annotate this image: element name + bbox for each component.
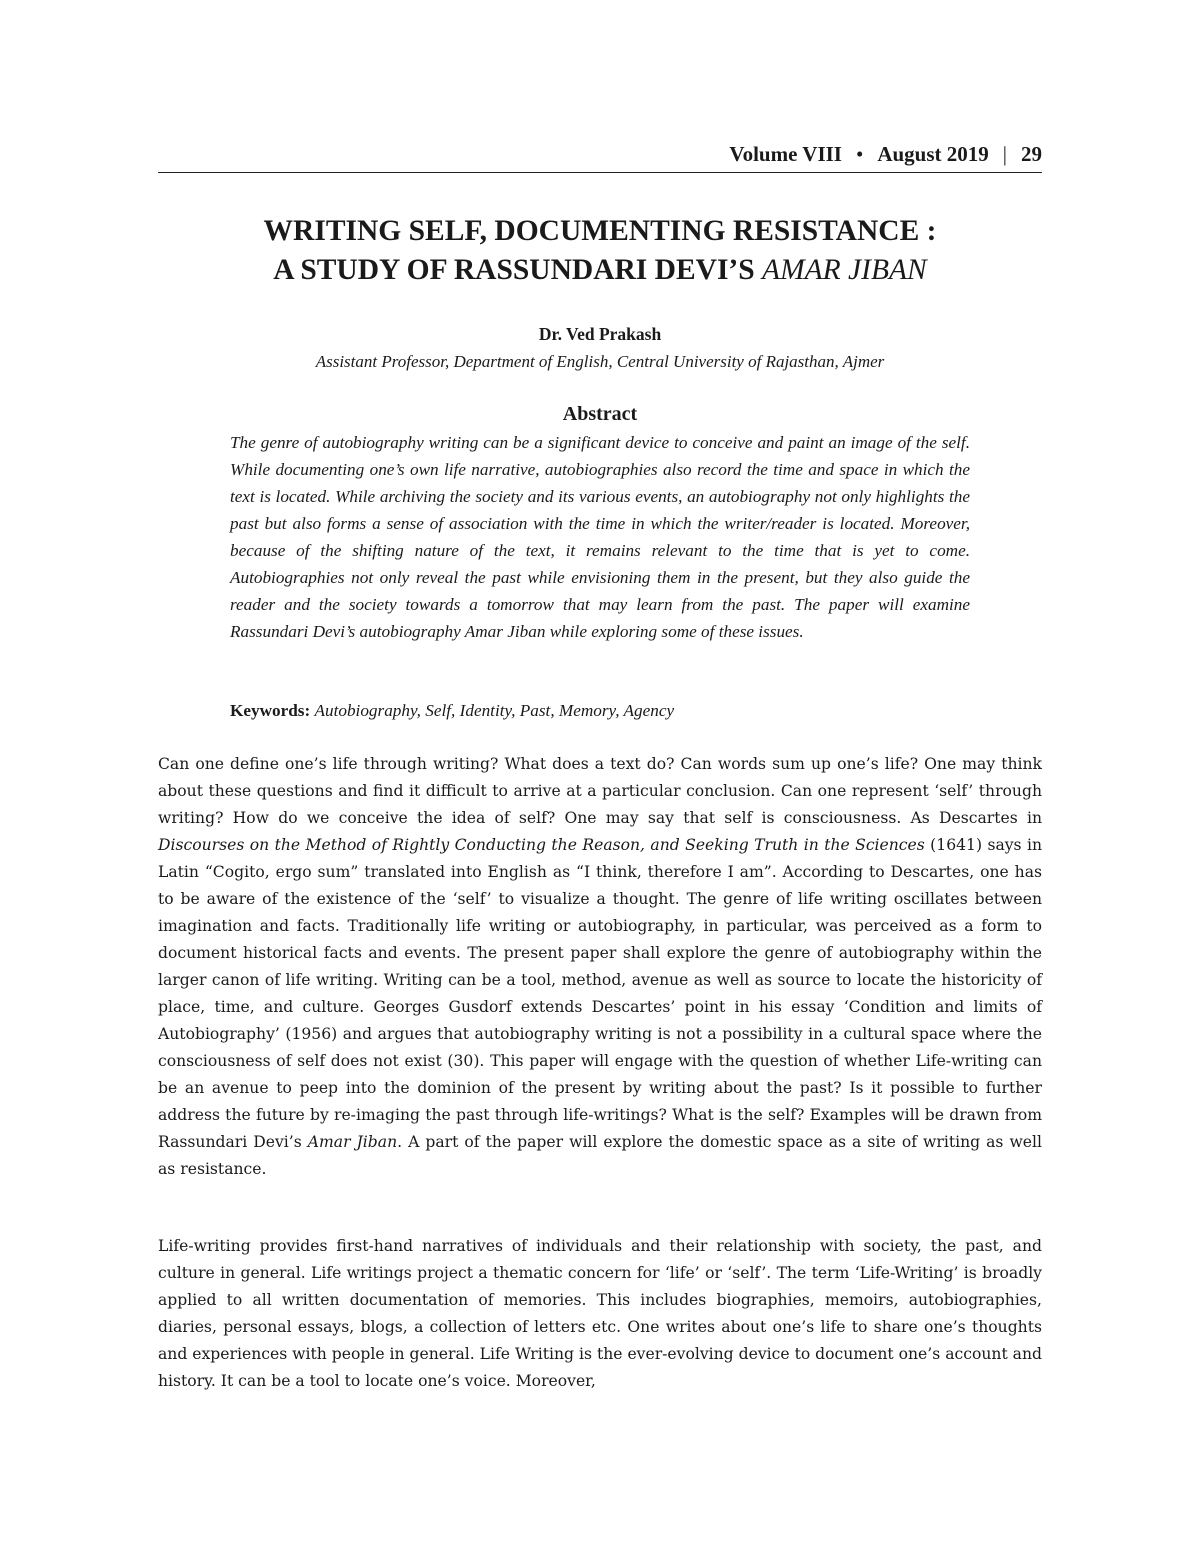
- p1-work-title-amar-jiban: Amar Jiban: [307, 1133, 398, 1151]
- header-bullet: •: [855, 142, 864, 166]
- keywords-list: Autobiography, Self, Identity, Past, Memory, Agency: [314, 701, 675, 720]
- header-divider: |: [1002, 142, 1007, 166]
- p1-text-e: . A part of the paper will explore the domestic space as a site of writing as well as resistance.: [158, 1133, 1042, 1178]
- title-line-2-text: A STUDY OF RASSUNDARI DEVI’S: [273, 254, 763, 286]
- title-line-1: WRITING SELF, DOCUMENTING RESISTANCE :: [263, 215, 937, 247]
- abstract-text: The genre of autobiography writing can be a significant device to conceive and paint an image of the self. While documenting one’s own life narrative, autobiographies also record the time and space in which the text is located. While archiving the society and its various events, an autobiography not only highlights the past but also forms a sense of association with the time in which the writer/reader is located. Moreover, because of the shifting nature of the text, it remains relevant to the time that is yet to come. Autobiographies not only reveal the past while envisioning them in the present, but they also guide the reader and the society towards a tomorrow that may learn from the past. The paper will examine Rassundari Devi’s autobiography Amar Jiban while exploring some of these issues.: [230, 433, 970, 641]
- author-name: Dr. Ved Prakash: [538, 324, 662, 344]
- keywords-label: Keywords:: [230, 701, 311, 720]
- article-title: [100, 212, 1100, 290]
- p1-work-title-descartes: Discourses on the Method of Rightly Conducting the Reason, and Seeking Truth in the Sciences: [158, 836, 925, 854]
- body-paragraph-1: [158, 751, 1042, 1183]
- keywords: [230, 698, 970, 724]
- title-line-2: [100, 251, 1100, 290]
- p1-text-c: (1641) says in Latin “Cogito, ergo sum” translated into English as “I think, therefore I am”. According to Descartes, one has to be aware of the existence of the ‘self’ to visualize a thought. The genre of life writing oscillates between imagination and facts. Traditionally life writing or autobiography, in particular, was perceived as a form to document historical facts and events. The present paper shall explore the genre of autobiography within the larger canon of life writing. Writing can be a tool, method, avenue as well as source to locate the historicity of place, time, and culture. Georges Gusdorf extends Descartes’ point in his essay ‘Condition and limits of Autobiography’ (1956) and argues that autobiography writing is not a possibility in a cultural space where the consciousness of self does not exist (30). This paper will engage with the question of whether Life-writing can be an avenue to peep into the dominion of the present by writing about the past? Is it possible to further address the future by re-imaging the past through life-writings? What is the self? Examples will be drawn from Rassundari Devi’s: [158, 836, 1042, 1151]
- journal-volume: Volume VIII: [729, 142, 842, 166]
- running-header: [158, 140, 1042, 173]
- abstract-heading: Abstract: [562, 403, 638, 425]
- running-header-text: [729, 140, 1042, 168]
- body-paragraph-2: Life-writing provides first-hand narratives of individuals and their relationship with society, the past, and culture in general. Life writings project a thematic concern for ‘life’ or ‘self’. The term ‘Life-Writing’ is broadly applied to all written documentation of memories. This includes biographies, memoirs, autobiographies, diaries, personal essays, blogs, a collection of letters etc. One writes about one’s life to share one’s thoughts and experiences with people in general. Life Writing is the ever-evolving device to document one’s account and history. It can be a tool to locate one’s voice. Moreover,: [158, 1237, 1042, 1390]
- p1-text-a: Can one define one’s life through writing? What does a text do? Can words sum up one’s life? One may think about these questions and find it difficult to arrive at a particular conclusion. Can one represent ‘self’ through writing? How do we conceive the idea of self? One may say that self is consciousness. As Descartes in: [158, 755, 1042, 827]
- author-affiliation: Assistant Professor, Department of English, Central University of Rajasthan, Ajmer: [315, 352, 885, 371]
- issue-date: August 2019: [877, 142, 989, 166]
- title-work-name: AMAR JIBAN: [762, 254, 927, 286]
- page-number: 29: [1021, 142, 1042, 166]
